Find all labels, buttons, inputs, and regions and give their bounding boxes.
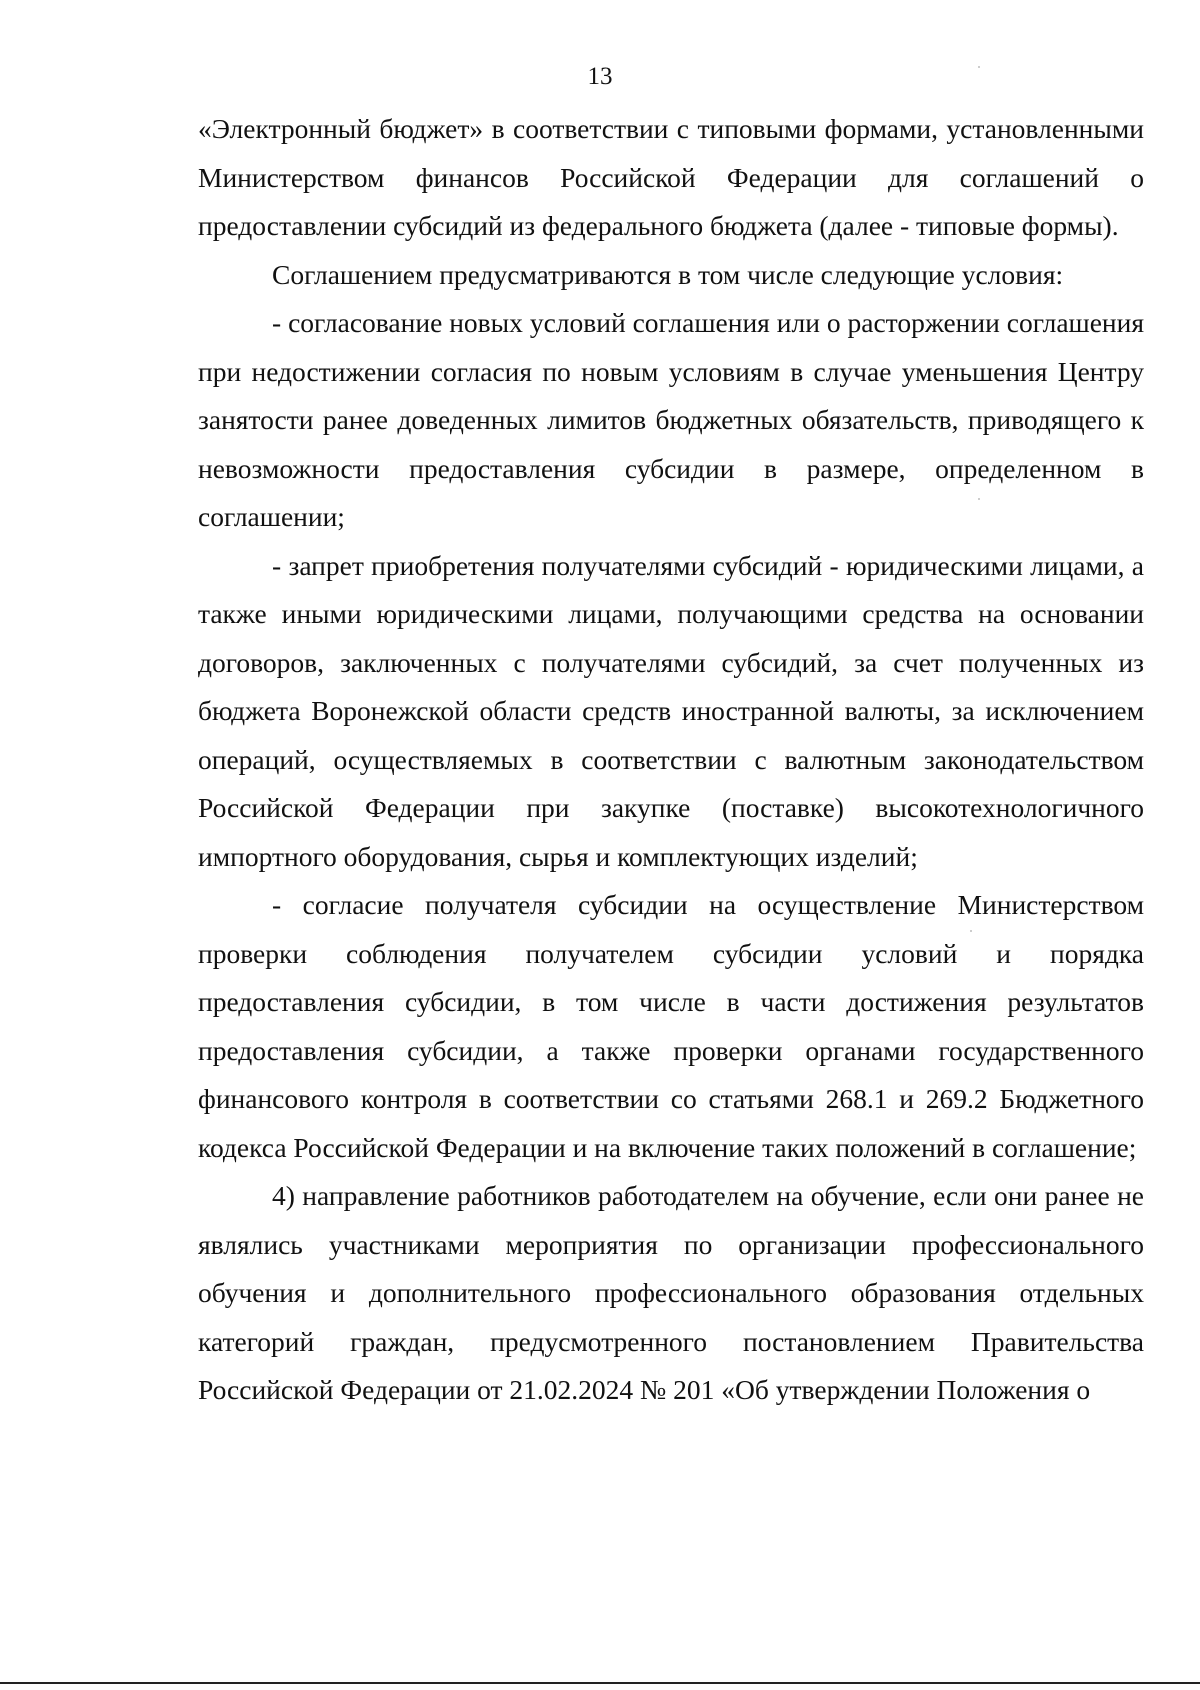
page-number: 13 <box>587 63 613 90</box>
page-bottom-rule <box>0 1682 1200 1684</box>
scan-speck <box>978 498 980 500</box>
paragraph-condition-inspection-consent: - согласие получателя субсидии на осуществление Министерством проверки соблюдения получателем субсидии условий и порядка предоставления субсидии, в том числе в части достижения результатов предоставления субсидии, а также проверки органами государственного финансового контроля в соответствии со статьями 268.1 и 269.2 Бюджетного кодекса Российской Федерации и на включение таких положений в соглашение; <box>198 889 1144 1163</box>
paragraph-condition-new-terms: - согласование новых условий соглашения или о расторжении соглашения при недостижении согласия по новым условиям в случае уменьшения Центру занятости ранее доведенных лимитов бюджетных обязательств, приводящего к невозможности предоставления субсидии в размере, определенном в соглашении; <box>198 307 1144 532</box>
scan-speck <box>970 930 972 932</box>
paragraph-condition-currency-ban: - запрет приобретения получателями субсидий - юридическими лицами, а также иными юридическими лицами, получающими средства на основании договоров, заключенных с получателями субсидий, за счет полученных из бюджета Воронежской области средств иностранной валюты, за исключением операций, осуществляемых в соответствии с валютным законодательством Российской Федерации при закупке (поставке) высокотехнологичного импортного оборудования, сырья и комплектующих изделий; <box>198 549 1144 872</box>
scan-speck <box>978 66 980 68</box>
paragraph-agreement-conditions: Соглашением предусматриваются в том числе следующие условия: <box>272 258 1064 290</box>
paragraph-electronic-budget: «Электронный бюджет» в соответствии с типовыми формами, установленными Министерством финансов Российской Федерации для соглашений о предоставлении субсидий из федерального бюджета (далее - типовые формы). <box>198 113 1144 241</box>
document-body <box>198 105 1144 1415</box>
paragraph-item-4-training: 4) направление работников работодателем на обучение, если они ранее не являлись участниками мероприятия по организации профессионального обучения и дополнительного профессионального образования отдельных категорий граждан, предусмотренного постановлением Правительства Российской Федерации от 21.02.2024 № 201 «Об утверждении Положения о <box>198 1180 1144 1405</box>
